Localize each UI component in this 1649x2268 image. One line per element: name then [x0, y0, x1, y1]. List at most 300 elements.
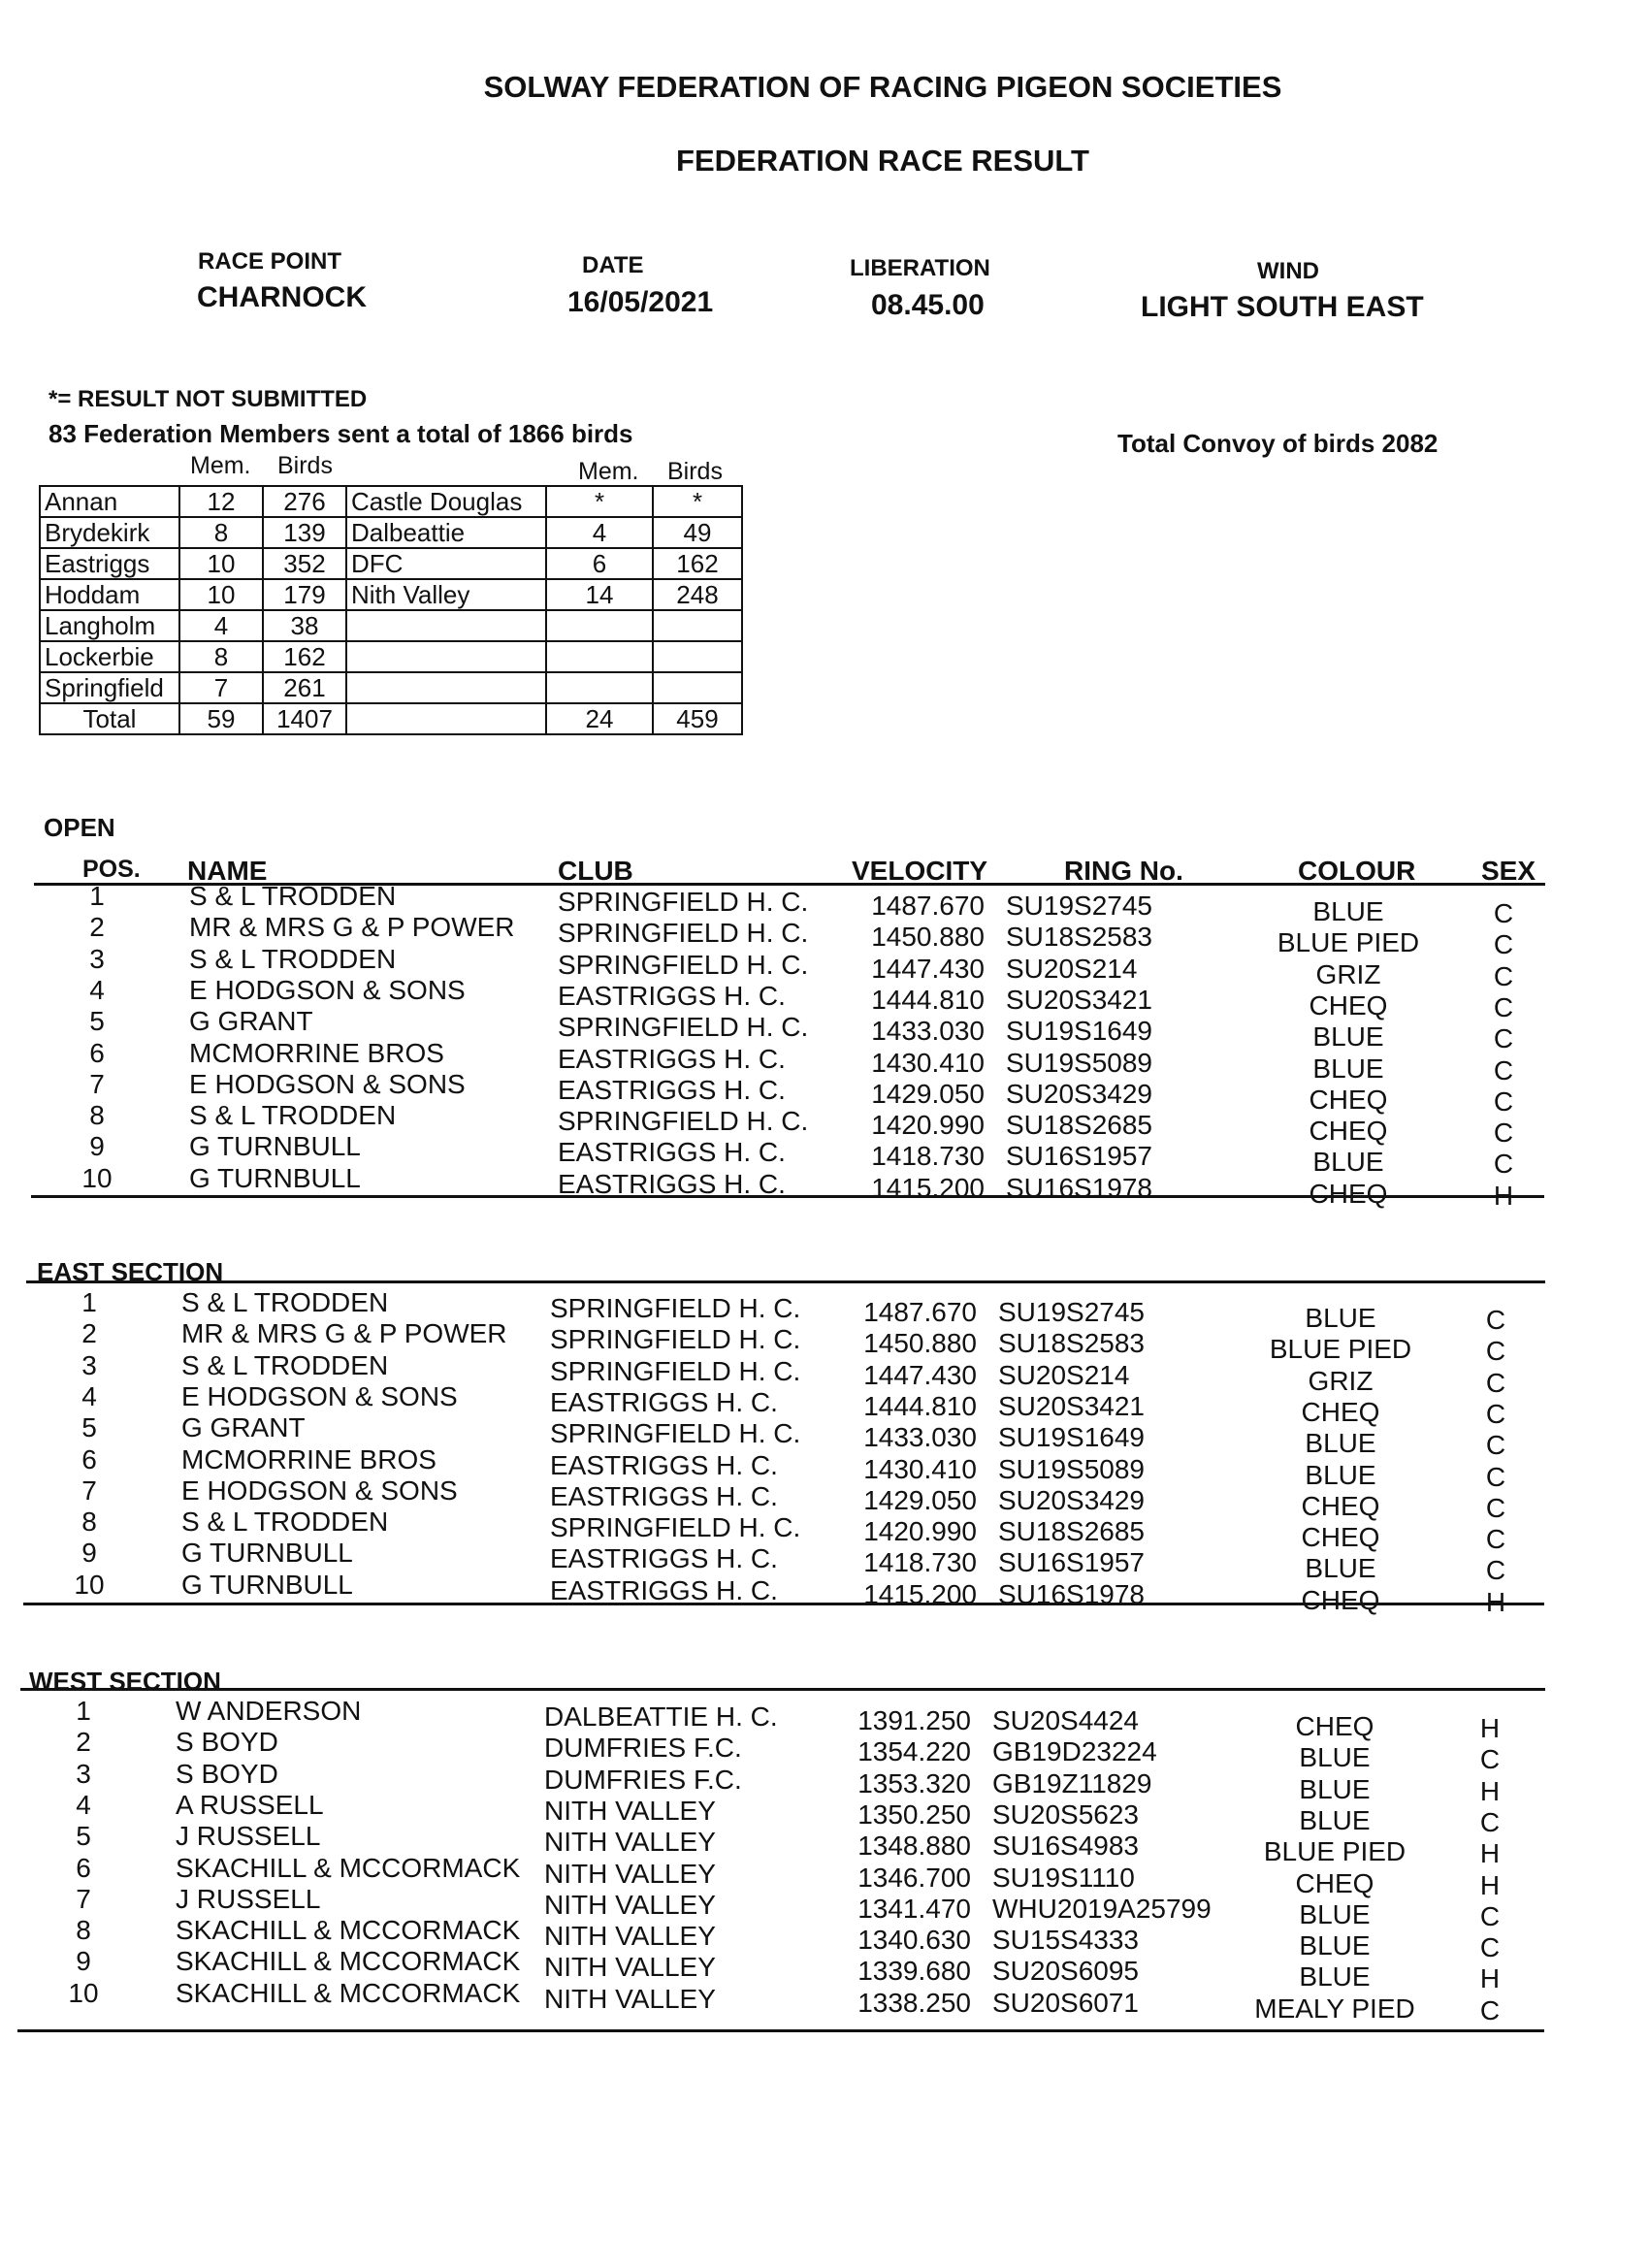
result-velocity: 1346.700 [857, 1862, 971, 1893]
result-colour: BLUE [1312, 1053, 1384, 1084]
result-sex: H [1493, 1180, 1514, 1211]
result-position: 3 [89, 943, 105, 974]
result-colour: CHEQ [1301, 1490, 1380, 1521]
club-name: Brydekirk [40, 517, 179, 548]
club-members [546, 610, 653, 641]
result-velocity: 1450.880 [871, 922, 985, 953]
result-club: EASTRIGGS H. C. [558, 1074, 786, 1105]
result-ring-number: SU20S5623 [992, 1798, 1140, 1830]
section-title: WEST SECTION [29, 1667, 221, 1696]
club-members: 24 [546, 703, 653, 734]
club-row [40, 517, 742, 548]
result-name: MR & MRS G & P POWER [189, 912, 515, 943]
result-position: 10 [81, 1162, 113, 1193]
result-sex: C [1479, 1806, 1501, 1837]
result-position: 10 [74, 1569, 105, 1600]
result-position: 7 [81, 1474, 97, 1506]
club-birds: 1407 [263, 703, 346, 734]
result-velocity: 1429.050 [863, 1484, 977, 1515]
result-colour: CHEQ [1309, 1084, 1388, 1115]
result-name: MCMORRINE BROS [189, 1037, 444, 1068]
result-velocity: 1420.990 [863, 1516, 977, 1547]
result-club: NITH VALLEY [544, 1795, 716, 1826]
club-birds [653, 672, 742, 703]
result-colour: BLUE [1299, 1898, 1371, 1929]
result-position: 9 [81, 1538, 97, 1569]
result-colour: BLUE [1299, 1930, 1371, 1961]
club-row [40, 672, 742, 703]
birds-column-header-right: Birds [667, 458, 723, 485]
result-sex: H [1479, 1713, 1501, 1743]
result-row [0, 1915, 1587, 1963]
column-header-velocity: VELOCITY [852, 856, 988, 886]
result-club: SPRINGFIELD H. C. [550, 1324, 801, 1355]
result-club: SPRINGFIELD H. C. [550, 1512, 801, 1543]
result-ring-number: SU18S2685 [1006, 1110, 1153, 1141]
result-velocity: 1353.320 [857, 1767, 971, 1798]
result-club: SPRINGFIELD H. C. [558, 918, 809, 949]
result-club: NITH VALLEY [544, 1952, 716, 1983]
result-ring-number: SU18S2583 [998, 1328, 1146, 1359]
result-sex: C [1485, 1555, 1506, 1586]
club-birds: 179 [263, 579, 346, 610]
result-name: G TURNBULL [189, 1131, 361, 1162]
club-members [546, 672, 653, 703]
result-sex: C [1493, 960, 1514, 991]
club-row [40, 610, 742, 641]
result-position: 10 [68, 1977, 99, 2008]
club-birds: 38 [263, 610, 346, 641]
result-velocity: 1339.680 [857, 1956, 971, 1987]
result-colour: MEALY PIED [1254, 1993, 1415, 2024]
result-club: EASTRIGGS H. C. [550, 1449, 778, 1480]
column-header-name: NAME [187, 856, 268, 886]
result-sex: C [1485, 1336, 1506, 1367]
club-members: 59 [179, 703, 263, 734]
result-club: SPRINGFIELD H. C. [550, 1355, 801, 1386]
result-sex: C [1493, 898, 1514, 928]
result-sex: C [1485, 1492, 1506, 1523]
section-bottom-rule [23, 1603, 1544, 1605]
result-position: 8 [89, 1100, 105, 1131]
section-top-rule [20, 1688, 1545, 1691]
birds-column-header-left: Birds [277, 452, 333, 479]
result-ring-number: SU18S2685 [998, 1516, 1146, 1547]
result-name: S & L TRODDEN [181, 1507, 389, 1538]
result-position: 6 [89, 1037, 105, 1068]
club-birds: 352 [263, 548, 346, 579]
club-members: 8 [179, 517, 263, 548]
result-club: NITH VALLEY [544, 1889, 716, 1920]
club-name: Castle Douglas [346, 486, 546, 517]
result-club: DALBEATTIE H. C. [544, 1701, 778, 1732]
result-sex: C [1493, 1054, 1514, 1085]
club-birds: * [653, 486, 742, 517]
result-velocity: 1429.050 [871, 1078, 985, 1109]
result-ring-number: SU19S1649 [1006, 1016, 1153, 1047]
race-point-value: CHARNOCK [197, 281, 367, 313]
document-subtitle: FEDERATION RACE RESULT [676, 144, 1089, 178]
result-colour: CHEQ [1301, 1584, 1380, 1615]
result-colour: BLUE [1305, 1428, 1376, 1459]
result-colour: BLUE PIED [1269, 1334, 1412, 1365]
result-ring-number: SU19S1110 [992, 1862, 1135, 1893]
result-position: 7 [76, 1883, 91, 1914]
result-name: G GRANT [181, 1412, 306, 1443]
result-ring-number: SU20S3421 [1006, 984, 1153, 1015]
result-club: EASTRIGGS H. C. [558, 1168, 786, 1199]
result-ring-number: SU16S1957 [1006, 1141, 1153, 1172]
result-name: W ANDERSON [176, 1696, 362, 1726]
result-colour: BLUE [1299, 1961, 1371, 1993]
result-club: SPRINGFIELD H. C. [550, 1293, 801, 1323]
result-sex: C [1479, 1900, 1501, 1931]
result-colour: BLUE [1305, 1553, 1376, 1584]
result-name: E HODGSON & SONS [181, 1380, 458, 1411]
club-birds [653, 641, 742, 672]
result-sex: H [1479, 1838, 1501, 1869]
result-ring-number: SU16S1978 [998, 1578, 1146, 1609]
result-ring-number: WHU2019A25799 [992, 1893, 1212, 1924]
result-velocity: 1444.810 [871, 984, 985, 1015]
result-ring-number: SU20S4424 [992, 1705, 1140, 1735]
result-row [0, 1727, 1587, 1775]
result-ring-number: SU18S2583 [1006, 922, 1153, 953]
column-header-sex: SEX [1481, 856, 1536, 886]
result-sex: C [1479, 1932, 1501, 1963]
section-title: EAST SECTION [37, 1257, 224, 1286]
date-value: 16/05/2021 [567, 286, 714, 318]
result-name: S BOYD [176, 1727, 278, 1758]
result-sex: C [1493, 1085, 1514, 1117]
result-velocity: 1415.200 [871, 1172, 985, 1203]
result-position: 8 [81, 1507, 97, 1538]
club-birds: 139 [263, 517, 346, 548]
result-name: J RUSSELL [176, 1883, 321, 1914]
result-sex: C [1485, 1524, 1506, 1555]
result-colour: BLUE [1299, 1742, 1371, 1773]
result-club: NITH VALLEY [544, 1858, 716, 1889]
result-velocity: 1348.880 [857, 1831, 971, 1862]
result-sex: C [1493, 1118, 1514, 1149]
column-header-ring: RING No. [1064, 856, 1183, 886]
result-position: 2 [81, 1318, 97, 1349]
result-velocity: 1430.410 [871, 1047, 985, 1078]
club-members: 8 [179, 641, 263, 672]
result-velocity: 1447.430 [871, 953, 985, 984]
result-ring-number: SU19S5089 [1006, 1047, 1153, 1078]
result-position: 6 [81, 1443, 97, 1474]
club-birds: 162 [263, 641, 346, 672]
result-name: J RUSSELL [176, 1821, 321, 1852]
result-colour: GRIZ [1315, 958, 1381, 989]
result-club: NITH VALLEY [544, 1921, 716, 1952]
club-name: Nith Valley [346, 579, 546, 610]
result-velocity: 1447.430 [863, 1359, 977, 1390]
result-sex: C [1493, 1149, 1514, 1180]
club-birds: 261 [263, 672, 346, 703]
club-members [546, 641, 653, 672]
result-colour: GRIZ [1308, 1365, 1374, 1396]
result-name: S & L TRODDEN [189, 943, 397, 974]
result-ring-number: SU20S214 [998, 1359, 1130, 1390]
document-title: SOLWAY FEDERATION OF RACING PIGEON SOCIETIES [483, 70, 1282, 104]
result-ring-number: SU16S4983 [992, 1831, 1140, 1862]
result-velocity: 1338.250 [857, 1987, 971, 2018]
result-colour: CHEQ [1309, 989, 1388, 1021]
club-name [346, 703, 546, 734]
result-position: 4 [89, 974, 105, 1005]
club-members: 7 [179, 672, 263, 703]
result-velocity: 1341.470 [857, 1893, 971, 1924]
result-position: 5 [89, 1006, 105, 1037]
result-club: SPRINGFIELD H. C. [550, 1418, 801, 1449]
club-entries-table [39, 485, 743, 735]
result-sex: C [1493, 929, 1514, 960]
club-name [346, 672, 546, 703]
result-club: DUMFRIES F.C. [544, 1733, 742, 1764]
club-members: 10 [179, 548, 263, 579]
result-colour: BLUE [1305, 1459, 1376, 1490]
result-name: SKACHILL & MCCORMACK [176, 1946, 521, 1977]
result-club: EASTRIGGS H. C. [550, 1480, 778, 1511]
result-club: EASTRIGGS H. C. [558, 1043, 786, 1074]
club-name: Dalbeattie [346, 517, 546, 548]
club-members: 14 [546, 579, 653, 610]
result-name: G TURNBULL [181, 1538, 353, 1569]
result-sex: H [1479, 1775, 1501, 1806]
result-velocity: 1487.670 [863, 1297, 977, 1327]
club-members: 12 [179, 486, 263, 517]
result-club: NITH VALLEY [544, 1983, 716, 2014]
result-colour: CHEQ [1301, 1396, 1380, 1427]
mem-column-header-right: Mem. [578, 458, 639, 485]
result-name: S & L TRODDEN [181, 1287, 389, 1317]
club-name: Langholm [40, 610, 179, 641]
result-position: 4 [81, 1380, 97, 1411]
result-name: G TURNBULL [181, 1569, 353, 1600]
club-name [346, 610, 546, 641]
result-position: 5 [76, 1821, 91, 1852]
result-position: 8 [76, 1915, 91, 1946]
result-ring-number: GB19Z11829 [992, 1767, 1152, 1798]
club-members: * [546, 486, 653, 517]
result-position: 1 [81, 1287, 97, 1317]
result-club: DUMFRIES F.C. [544, 1764, 742, 1795]
result-velocity: 1350.250 [857, 1798, 971, 1830]
result-name: S & L TRODDEN [189, 1100, 397, 1131]
result-position: 3 [81, 1349, 97, 1380]
result-row [0, 1569, 1593, 1617]
result-ring-number: GB19D23224 [992, 1736, 1157, 1767]
result-colour: BLUE PIED [1277, 927, 1420, 958]
result-name: SKACHILL & MCCORMACK [176, 1915, 521, 1946]
result-colour: CHEQ [1295, 1867, 1374, 1898]
result-velocity: 1433.030 [871, 1016, 985, 1047]
section-bottom-rule [31, 1195, 1544, 1198]
result-sex: C [1493, 1023, 1514, 1054]
result-velocity: 1418.730 [871, 1141, 985, 1172]
result-colour: CHEQ [1295, 1711, 1374, 1741]
club-name: Hoddam [40, 579, 179, 610]
result-ring-number: SU19S2745 [998, 1297, 1146, 1327]
result-name: G GRANT [189, 1006, 313, 1037]
section-top-rule [26, 1280, 1545, 1283]
result-club: EASTRIGGS H. C. [550, 1574, 778, 1605]
liberation-value: 08.45.00 [871, 289, 985, 321]
club-name [346, 641, 546, 672]
column-header-club: CLUB [558, 856, 633, 886]
column-header-pos: POS. [82, 856, 141, 883]
result-velocity: 1420.990 [871, 1110, 985, 1141]
result-ring-number: SU20S214 [1006, 953, 1138, 984]
result-velocity: 1487.670 [871, 891, 985, 921]
result-name: S & L TRODDEN [189, 881, 397, 911]
result-position: 2 [89, 912, 105, 943]
club-members: 10 [179, 579, 263, 610]
result-name: E HODGSON & SONS [189, 1068, 466, 1099]
result-ring-number: SU16S1978 [1006, 1172, 1153, 1203]
club-name: Lockerbie [40, 641, 179, 672]
result-velocity: 1450.880 [863, 1328, 977, 1359]
result-name: S BOYD [176, 1758, 278, 1789]
result-club: EASTRIGGS H. C. [550, 1543, 778, 1574]
result-velocity: 1433.030 [863, 1422, 977, 1453]
result-colour: CHEQ [1301, 1522, 1380, 1553]
result-colour: BLUE [1312, 896, 1384, 926]
result-colour: BLUE PIED [1263, 1836, 1406, 1867]
club-name: Springfield [40, 672, 179, 703]
result-name: MR & MRS G & P POWER [181, 1318, 507, 1349]
result-colour: BLUE [1312, 1147, 1384, 1178]
result-ring-number: SU15S4333 [992, 1925, 1140, 1956]
result-velocity: 1444.810 [863, 1390, 977, 1421]
result-club: SPRINGFIELD H. C. [558, 949, 809, 980]
club-birds: 276 [263, 486, 346, 517]
result-sex: H [1479, 1963, 1501, 1994]
result-position: 9 [89, 1131, 105, 1162]
club-name: Annan [40, 486, 179, 517]
result-name: SKACHILL & MCCORMACK [176, 1852, 521, 1883]
club-members: 6 [546, 548, 653, 579]
result-position: 1 [76, 1696, 91, 1726]
result-sex: C [1485, 1367, 1506, 1398]
result-colour: BLUE [1305, 1303, 1376, 1333]
result-colour: CHEQ [1309, 1116, 1388, 1147]
result-sex: H [1485, 1586, 1506, 1617]
wind-value: LIGHT SOUTH EAST [1141, 291, 1424, 323]
result-name: S & L TRODDEN [181, 1349, 389, 1380]
result-name: E HODGSON & SONS [189, 974, 466, 1005]
club-total-row [40, 703, 742, 734]
column-header-colour: COLOUR [1298, 856, 1416, 886]
result-velocity: 1415.200 [863, 1578, 977, 1609]
result-position: 6 [76, 1852, 91, 1883]
result-club: SPRINGFIELD H. C. [558, 1106, 809, 1137]
race-point-label: RACE POINT [198, 248, 342, 275]
liberation-label: LIBERATION [850, 255, 990, 281]
result-club: EASTRIGGS H. C. [558, 1137, 786, 1168]
result-sex: H [1479, 1869, 1501, 1900]
mem-column-header-left: Mem. [190, 452, 251, 479]
club-birds: 248 [653, 579, 742, 610]
result-name: E HODGSON & SONS [181, 1474, 458, 1506]
result-colour: CHEQ [1309, 1178, 1388, 1209]
section-title: OPEN [44, 813, 115, 842]
club-birds: 162 [653, 548, 742, 579]
club-row [40, 579, 742, 610]
result-velocity: 1418.730 [863, 1547, 977, 1578]
result-club: SPRINGFIELD H. C. [558, 1012, 809, 1043]
wind-label: WIND [1257, 258, 1319, 284]
result-sex: C [1485, 1305, 1506, 1335]
result-ring-number: SU19S5089 [998, 1453, 1146, 1484]
result-ring-number: SU20S6071 [992, 1987, 1140, 2018]
result-position: 3 [76, 1758, 91, 1789]
result-ring-number: SU19S1649 [998, 1422, 1146, 1453]
result-velocity: 1354.220 [857, 1736, 971, 1767]
result-ring-number: SU19S2745 [1006, 891, 1153, 921]
section-bottom-rule [17, 2029, 1544, 2032]
club-name: Total [40, 703, 179, 734]
result-sex: C [1485, 1398, 1506, 1429]
result-name: A RUSSELL [176, 1789, 324, 1820]
club-name: Eastriggs [40, 548, 179, 579]
result-club: EASTRIGGS H. C. [550, 1386, 778, 1417]
not-submitted-note: *= RESULT NOT SUBMITTED [48, 386, 368, 412]
result-sex: C [1485, 1430, 1506, 1461]
result-club: NITH VALLEY [544, 1827, 716, 1858]
result-club: EASTRIGGS H. C. [558, 980, 786, 1011]
result-position: 7 [89, 1068, 105, 1099]
club-birds: 49 [653, 517, 742, 548]
result-name: MCMORRINE BROS [181, 1443, 436, 1474]
club-members: 4 [179, 610, 263, 641]
result-colour: BLUE [1312, 1021, 1384, 1053]
result-position: 9 [76, 1946, 91, 1977]
result-velocity: 1340.630 [857, 1925, 971, 1956]
result-colour: BLUE [1299, 1804, 1371, 1835]
result-position: 5 [81, 1412, 97, 1443]
members-sent-note: 83 Federation Members sent a total of 1866 birds [48, 419, 633, 448]
result-name: SKACHILL & MCCORMACK [176, 1977, 521, 2008]
result-sex: C [1479, 1744, 1501, 1775]
club-birds [653, 610, 742, 641]
result-name: G TURNBULL [189, 1162, 361, 1193]
result-sex: C [1493, 991, 1514, 1022]
result-position: 2 [76, 1727, 91, 1758]
result-ring-number: SU20S3429 [998, 1484, 1146, 1515]
date-label: DATE [582, 252, 644, 278]
club-members: 4 [546, 517, 653, 548]
result-position: 4 [76, 1789, 91, 1820]
result-position: 1 [89, 881, 105, 911]
result-ring-number: SU20S3429 [1006, 1078, 1153, 1109]
result-club: SPRINGFIELD H. C. [558, 887, 809, 917]
club-name: DFC [346, 548, 546, 579]
result-colour: BLUE [1299, 1773, 1371, 1804]
result-sex: C [1485, 1461, 1506, 1492]
club-birds: 459 [653, 703, 742, 734]
result-sex: C [1479, 1994, 1501, 2025]
result-ring-number: SU20S6095 [992, 1956, 1140, 1987]
result-ring-number: SU16S1957 [998, 1547, 1146, 1578]
club-row [40, 548, 742, 579]
result-ring-number: SU20S3421 [998, 1390, 1146, 1421]
club-row [40, 486, 742, 517]
club-row [40, 641, 742, 672]
total-convoy-note: Total Convoy of birds 2082 [1117, 429, 1439, 458]
